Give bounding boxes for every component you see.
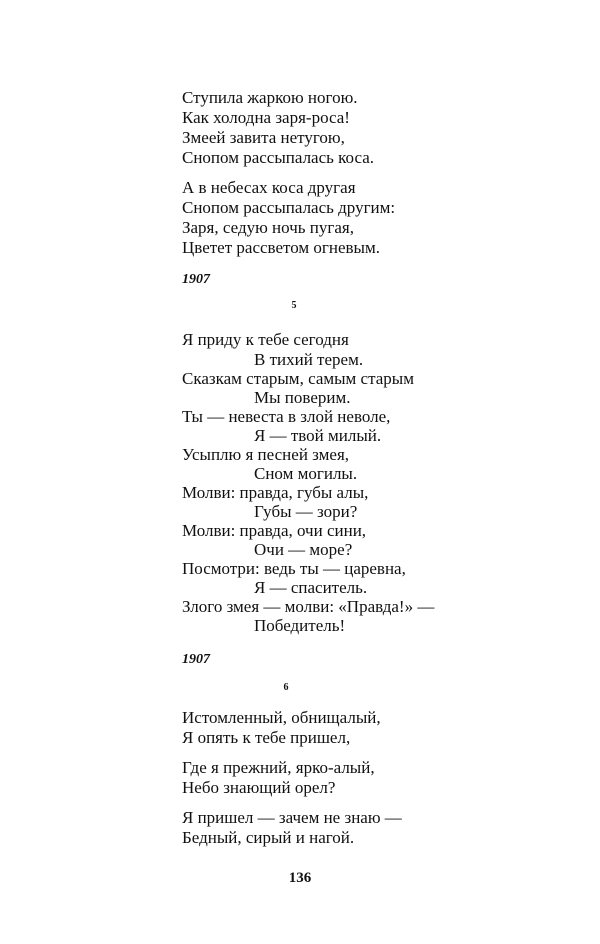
- poem-line: Сказкам старым, самым старым: [182, 369, 414, 388]
- poem-line: Истомленный, обнищалый,: [182, 708, 381, 727]
- poem-line: Змеей завита нетугою,: [182, 128, 345, 147]
- poem-line: Я пришел — зачем не знаю —: [182, 808, 402, 827]
- poem-line: Губы — зори?: [254, 502, 358, 521]
- poem-line: Цветет рассветом огневым.: [182, 238, 380, 257]
- poem-line: Усыплю я песней змея,: [182, 445, 350, 464]
- poem-line: Заря, седую ночь пугая,: [182, 218, 354, 237]
- poem-line: Победитель!: [254, 616, 346, 635]
- poem-line: А в небесах коса другая: [182, 178, 356, 197]
- poem-line: Я опять к тебе пришел,: [182, 728, 351, 747]
- poem-line: Небо знающий орел?: [182, 778, 336, 797]
- poem-line: Ты — невеста в злой неволе,: [182, 407, 391, 426]
- poem-number: 6: [283, 682, 289, 693]
- poem-line: Как холодна заря-роса!: [182, 108, 350, 127]
- poem-line: Где я прежний, ярко-алый,: [182, 758, 375, 777]
- poem-line: Сном могилы.: [254, 464, 358, 483]
- poem-line: Посмотри: ведь ты — царевна,: [182, 559, 406, 578]
- poem-line: Мы поверим.: [254, 388, 351, 407]
- poem-line: Я — спаситель.: [254, 578, 368, 597]
- page-number: 136: [288, 870, 312, 886]
- poem-line: Злого змея — молви: «Правда!» —: [182, 597, 435, 616]
- poem-date: 1907: [182, 272, 210, 287]
- poem-line: Снопом рассыпалась другим:: [182, 198, 396, 217]
- poem-line: Молви: правда, губы алы,: [182, 483, 369, 502]
- poem-line: Снопом рассыпалась коса.: [182, 148, 375, 167]
- poem-line: Очи — море?: [254, 540, 353, 559]
- poem-line: Молви: правда, очи сини,: [182, 521, 367, 540]
- poem-number: 5: [291, 300, 297, 311]
- poem-line: Я приду к тебе сегодня: [182, 330, 349, 349]
- poem-line: В тихий терем.: [254, 350, 364, 369]
- poem-line: Бедный, сирый и нагой.: [182, 828, 355, 847]
- poem-date: 1907: [182, 652, 210, 667]
- poem-line: Я — твой милый.: [254, 426, 382, 445]
- poem-line: Ступила жаркою ногою.: [182, 88, 358, 107]
